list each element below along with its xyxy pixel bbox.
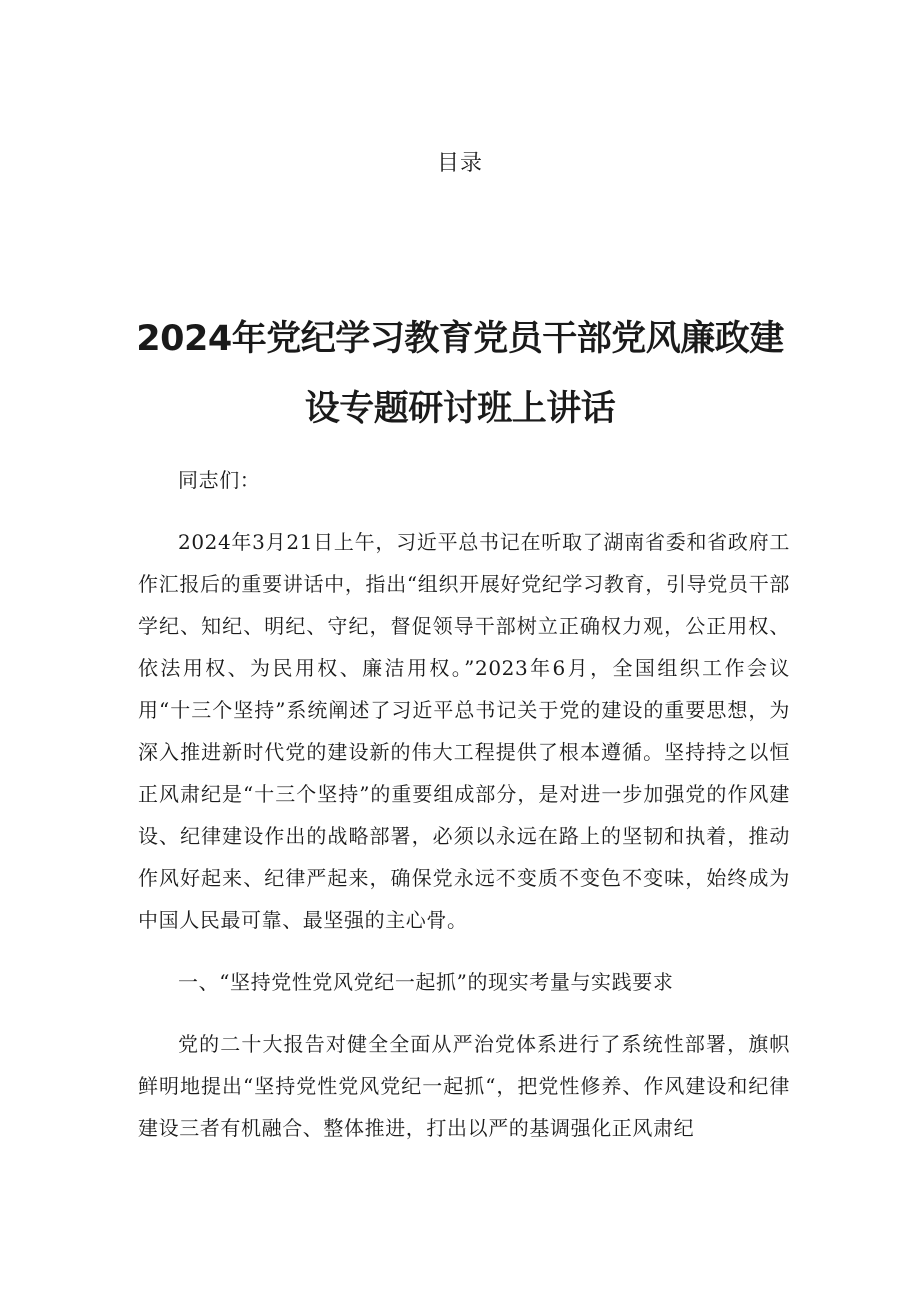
section-1-paragraph: 党的二十大报告对健全全面从严治党体系进行了系统性部署，旗帜鲜明地提出“坚持党性党风党纪一起抓“，把党性修养、作风建设和纪律建设三者有机融合、整体推进，打出以严的基调强化正风肃纪 [138, 1032, 790, 1140]
document-title: 2024年党纪学习教育党员干部党风廉政建设专题研讨班上讲话 [136, 319, 784, 429]
document-body [138, 459, 790, 1169]
section-heading-1: 一、“坚持党性党风党纪一起抓”的现实考量与实践要求 [178, 970, 674, 994]
toc-title: 目录 [436, 151, 483, 176]
intro-paragraph: 2024年3月21日上午，习近平总书记在听取了湖南省委和省政府工作汇报后的重要讲话中，指出“组织开展好党纪学习教育，引导党员干部学纪、知纪、明纪、守纪，督促领导干部树立正确权力观，公正用权、依法用权、为民用权、廉洁用权。”2023年6月，全国组织工作会议用“十三个坚持”系统阐述了习近平总书记关于党的建设的重要思想，为深入推进新时代党的建设新的伟大工程提供了根本遵循。坚持持之以恒正风肃纪是“十三个坚持”的重要组成部分，是对进一步加强党的作风建设、纪律建设作出的战略部署，必须以永远在路上的坚韧和执着，推动作风好起来、纪律严起来，确保党永远不变质不变色不变味，始终成为中国人民最可靠、最坚强的主心骨。 [138, 530, 790, 932]
salutation: 同志们： [178, 468, 261, 492]
